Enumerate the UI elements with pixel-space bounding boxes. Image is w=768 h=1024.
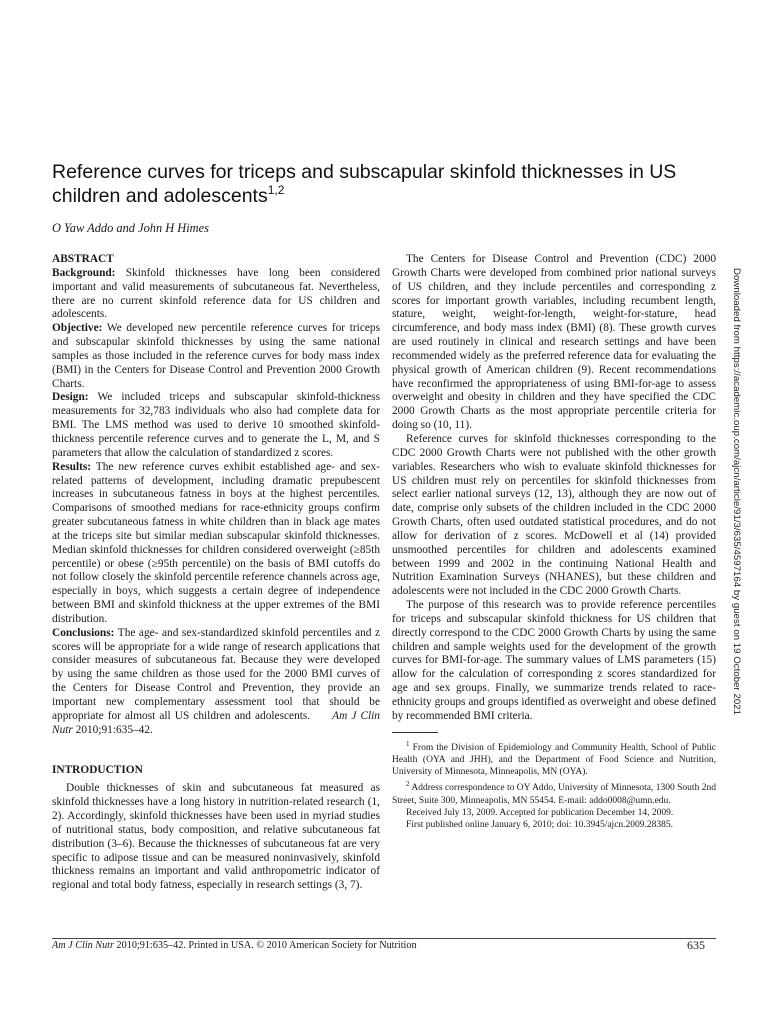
introduction-paragraph: Double thicknesses of skin and subcutaneous fat measured as skinfold thicknesses have a long history in nutrition-related research (1, 2). Accordingly, skinfold thicknesses have been used in myriad studies of nutritional status, body composition, and relative subcutaneous fat distribution (3–6). Because the thicknesses of subcutaneous fat are very specific to adipose tissue and can be measured noninvasively, skinfold thickness remains an important and valid anthropometric indicator of regional and total body fatness, especially in research settings (3, 7). [52, 782, 380, 892]
results-label: Results: [52, 460, 92, 473]
introduction-heading: INTRODUCTION [52, 763, 143, 776]
right-column [392, 253, 716, 831]
background-label: Background: [52, 266, 116, 279]
abstract-background: Background: Skinfold thicknesses have long been considered important and valid measurements of subcutaneous fat. Nevertheless, there are no current skinfold reference data for US children and adolescents. [52, 266, 380, 321]
left-column [52, 253, 380, 893]
title-footnote-marks: 1,2 [267, 183, 285, 197]
footnote-1: $^1$ From the Division of Epidemiology and Community Health, School of Public Health (OYA and JHH), and the Department of Food Science and Nutrition, University of Minnesota, Minneapolis, MN (OYA). [392, 739, 716, 778]
body-paragraph-3: The purpose of this research was to provide reference percentiles for triceps and subscapular skinfold thickness for US children that directly correspond to the CDC 2000 Growth Charts by using the same children and sample weights used for the development of the growth curves for BMI-for-age. The summary values of LMS parameters (15) allow for the calculation of corresponding z scores standardized for age and sex groups. Finally, we summarize trends related to race-ethnicity groups and groups identified as overweight and obese defined by recommended BMI criteria. [392, 599, 716, 722]
article-title: Reference curves for triceps and subscapular skinfold thicknesses in US children and adolescents$^{1,2}$ [52, 161, 677, 207]
abstract-results: Results: The new reference curves exhibit established age- and sex-related patterns of development, including dramatic prepubescent increases in subcutaneous fatness in boys at the highest percentiles. Comparisons of smoothed medians for race-ethnicity groups confirm greater subcutaneous fatness in white children than in black age mates at the triceps site but similar median subscapular skinfold thicknesses. Median skinfold thicknesses for children considered overweight (≥85th percentile) or obese (≥95th percentile) on the basis of BMI cutoffs do not follow closely the skinfold percentile reference channels across age, especially in boys, which suggests a certain degree of independence between BMI and skinfold thickness at the upper extremes of the BMI distribution. [52, 460, 380, 625]
download-watermark: Downloaded from https://academic.oup.com/ajcn/article/91/3/635/4597164 by guest on 19 October 2021 [731, 268, 742, 716]
abstract-citation-tail: 2010;91:635–42. [75, 723, 153, 736]
body-paragraph-2: Reference curves for skinfold thicknesses corresponding to the CDC 2000 Growth Charts were not published with the other growth variables. Researchers who wish to evaluate skinfold thicknesses for US children must rely on percentiles for skinfold thicknesses from select earlier national surveys (12, 13), although they are now out of date, comprise only subsets of the children included in the CDC 2000 Growth Charts, often used outdated statistical procedures, and do not allow for derivation of z scores. McDowell et al (14) provided unsmoothed percentiles for children and adolescents examined between 1999 and 2002 in the continuing National Health and Nutrition Examination Surveys (NHANES), but these children and adolescents were not included in the CDC 2000 Growth Charts. [392, 432, 716, 598]
page-number: 635 [687, 938, 705, 952]
author-line: O Yaw Addo and John H Himes [52, 221, 209, 235]
abstract-design: Design: We included triceps and subscapular skinfold-thickness measurements for 32,783 individuals who also had complete data for BMI. The LMS method was used to derive 10 smoothed skinfold-thickness percentile reference curves and to generate the L, M, and S parameters that allow the calculation of standardized z scores. [52, 391, 381, 459]
design-label: Design: [52, 391, 89, 404]
objective-label: Objective: [52, 322, 103, 335]
abstract-conclusions: Conclusions: The age- and sex-standardized skinfold percentiles and z scores will be appropriate for a wide range of research applications that consider measures of subcutaneous fat. Because they were developed by using the same children as those used for the 2000 BMI curves of the Centers for Disease Control and Prevention, they provide an important new complementary assessment tool that should be appropriate for almost all US children and adolescents. Am J Clin Nutr 2010;91:635–42. [52, 626, 380, 736]
received-dates: Received July 13, 2009. Accepted for publication December 14, 2009. [406, 808, 674, 819]
footer-citation: Am J Clin Nutr 2010;91:635–42. Printed in USA. © 2010 American Society for Nutrition [52, 940, 417, 951]
footer-journal: Am J Clin Nutr [52, 940, 114, 951]
footnote-divider [392, 732, 438, 733]
abstract-objective: Objective: We developed new percentile reference curves for triceps and subscapular skinfold thicknesses by using the same national samples as those included in the reference curves for body mass index (BMI) in the Centers for Disease Control and Prevention 2000 Growth Charts. [52, 322, 380, 390]
footnote-2: $^2$ Address correspondence to OY Addo, University of Minnesota, 1300 South 2nd Street, Suite 300, Minneapolis, MN 55454. E-mail: addo0008@umn.edu. [392, 780, 716, 806]
abstract-citation: Am J Clin Nutr [52, 709, 380, 736]
conclusions-label: Conclusions: [52, 626, 115, 639]
footer-rule [52, 938, 716, 939]
abstract-heading: ABSTRACT [52, 253, 114, 265]
published-info: First published online January 6, 2010; doi: 10.3945/ajcn.2009.28385. [406, 820, 674, 831]
body-paragraph-1: The Centers for Disease Control and Prevention (CDC) 2000 Growth Charts were developed from combined prior national surveys of US children, and they include percentiles and corresponding z scores for important growth variables, including recumbent length, stature, weight, weight-for-length, weight-for-stature, head circumference, and body mass index (BMI) (8). These growth curves are used routinely in clinical and research settings and have been recommended widely as the preferred reference data for evaluating the physical growth of American children (9). Recent recommendations have reconfirmed the appropriateness of using BMI-for-age to assess overweight and obesity in children and they have specified the CDC 2000 Growth Charts as the most appropriate percentile criteria for doing so (10, 11). [392, 253, 716, 432]
